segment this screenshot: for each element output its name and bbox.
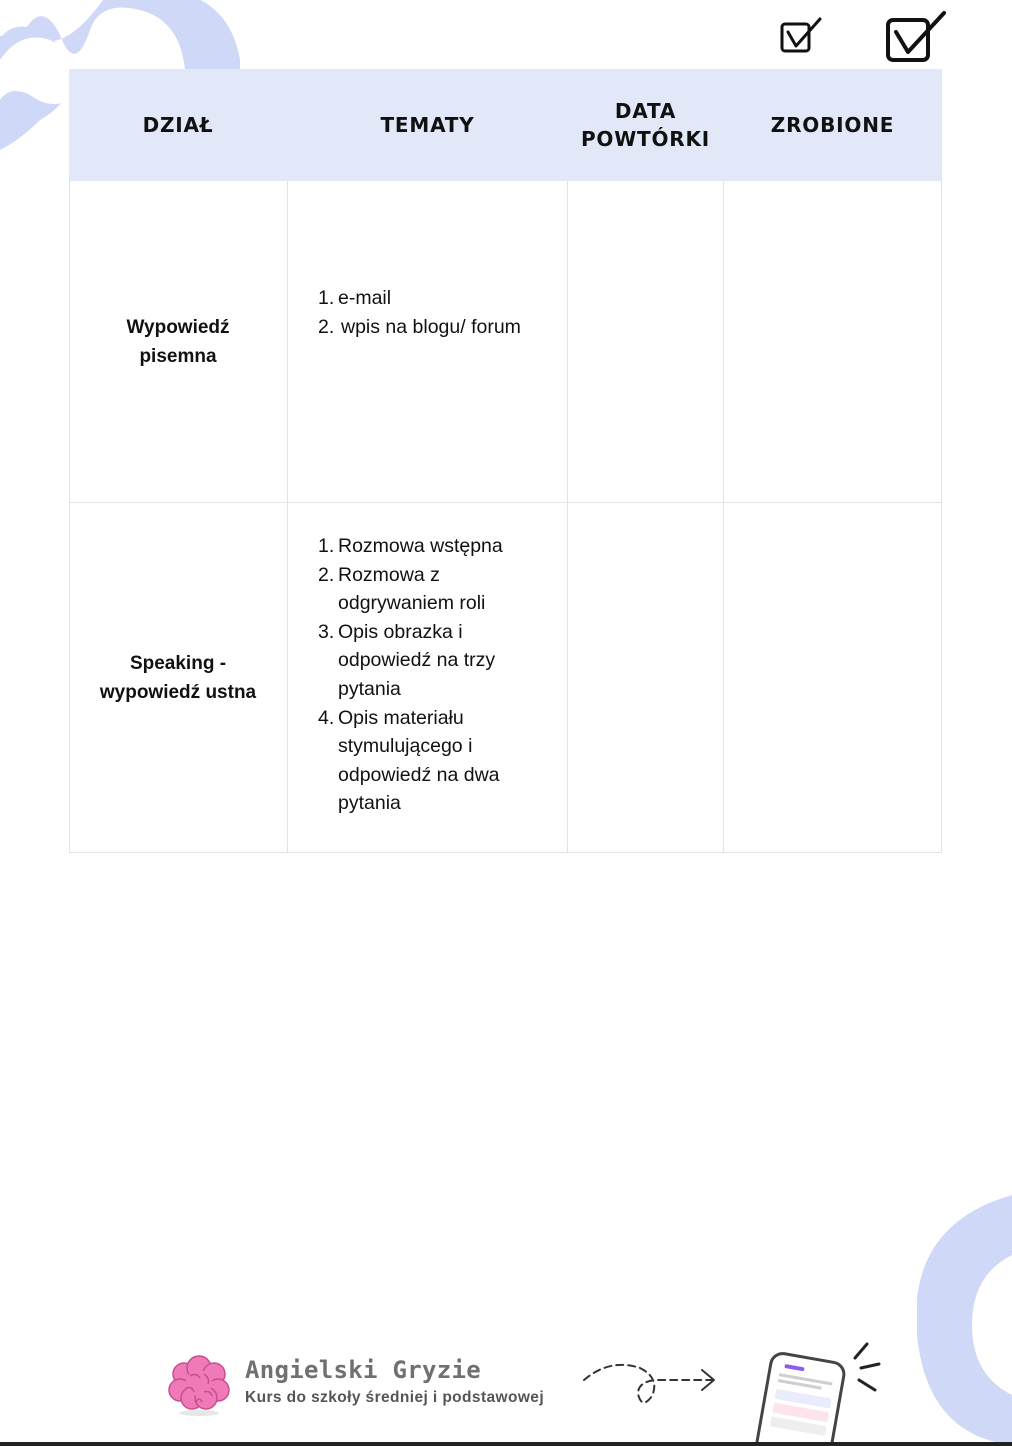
column-divider [287, 181, 288, 853]
header-tematy: TEMATY [380, 113, 475, 137]
brand-name: Angielski Gryzie [245, 1356, 481, 1384]
table-row-1-tematy [318, 181, 558, 502]
revision-table [69, 69, 942, 853]
list-item: 4. Opis materiału stymulującego i odpowiedź na dwa pytania [318, 706, 500, 815]
phone-icon [735, 1330, 885, 1446]
checkbox-checked-icon [778, 16, 824, 56]
curly-arrow-icon [580, 1358, 720, 1408]
table-row-2-data-powtorki[interactable] [568, 503, 723, 853]
brain-icon [166, 1352, 232, 1418]
footer [0, 1320, 1012, 1446]
table-row-1-zrobione[interactable] [724, 181, 942, 502]
list-item: 1. e-mail [318, 286, 392, 309]
table-row-2-dzial: Speaking - wypowiedź ustna [99, 653, 257, 703]
checkbox-checked-icon [884, 10, 948, 64]
table-row-1-data-powtorki[interactable] [568, 181, 723, 502]
header-dzial: DZIAŁ [142, 113, 214, 137]
header-data-powtorki: DATA POWTÓRKI [580, 99, 711, 151]
bottom-border [0, 1442, 1012, 1446]
table-row-2-zrobione[interactable] [724, 503, 942, 853]
list-item: 3. Opis obrazka i odpowiedź na trzy pytania [318, 620, 496, 700]
table-header [69, 69, 942, 181]
table-row-2-tematy [318, 503, 558, 853]
list-item: 1. Rozmowa wstępna [318, 535, 503, 558]
topic-list [318, 532, 558, 818]
list-item: 2. wpis na blogu/ forum [318, 315, 521, 338]
table-row-1-dzial: Wypowiedź pisemna [126, 316, 230, 367]
list-item: 2. Rozmowa z odgrywaniem roli [318, 563, 486, 615]
brand-tagline: Kurs do szkoły średniej i podstawowej [245, 1389, 545, 1406]
header-zrobione: ZROBIONE [770, 113, 895, 137]
topic-list [318, 284, 521, 341]
